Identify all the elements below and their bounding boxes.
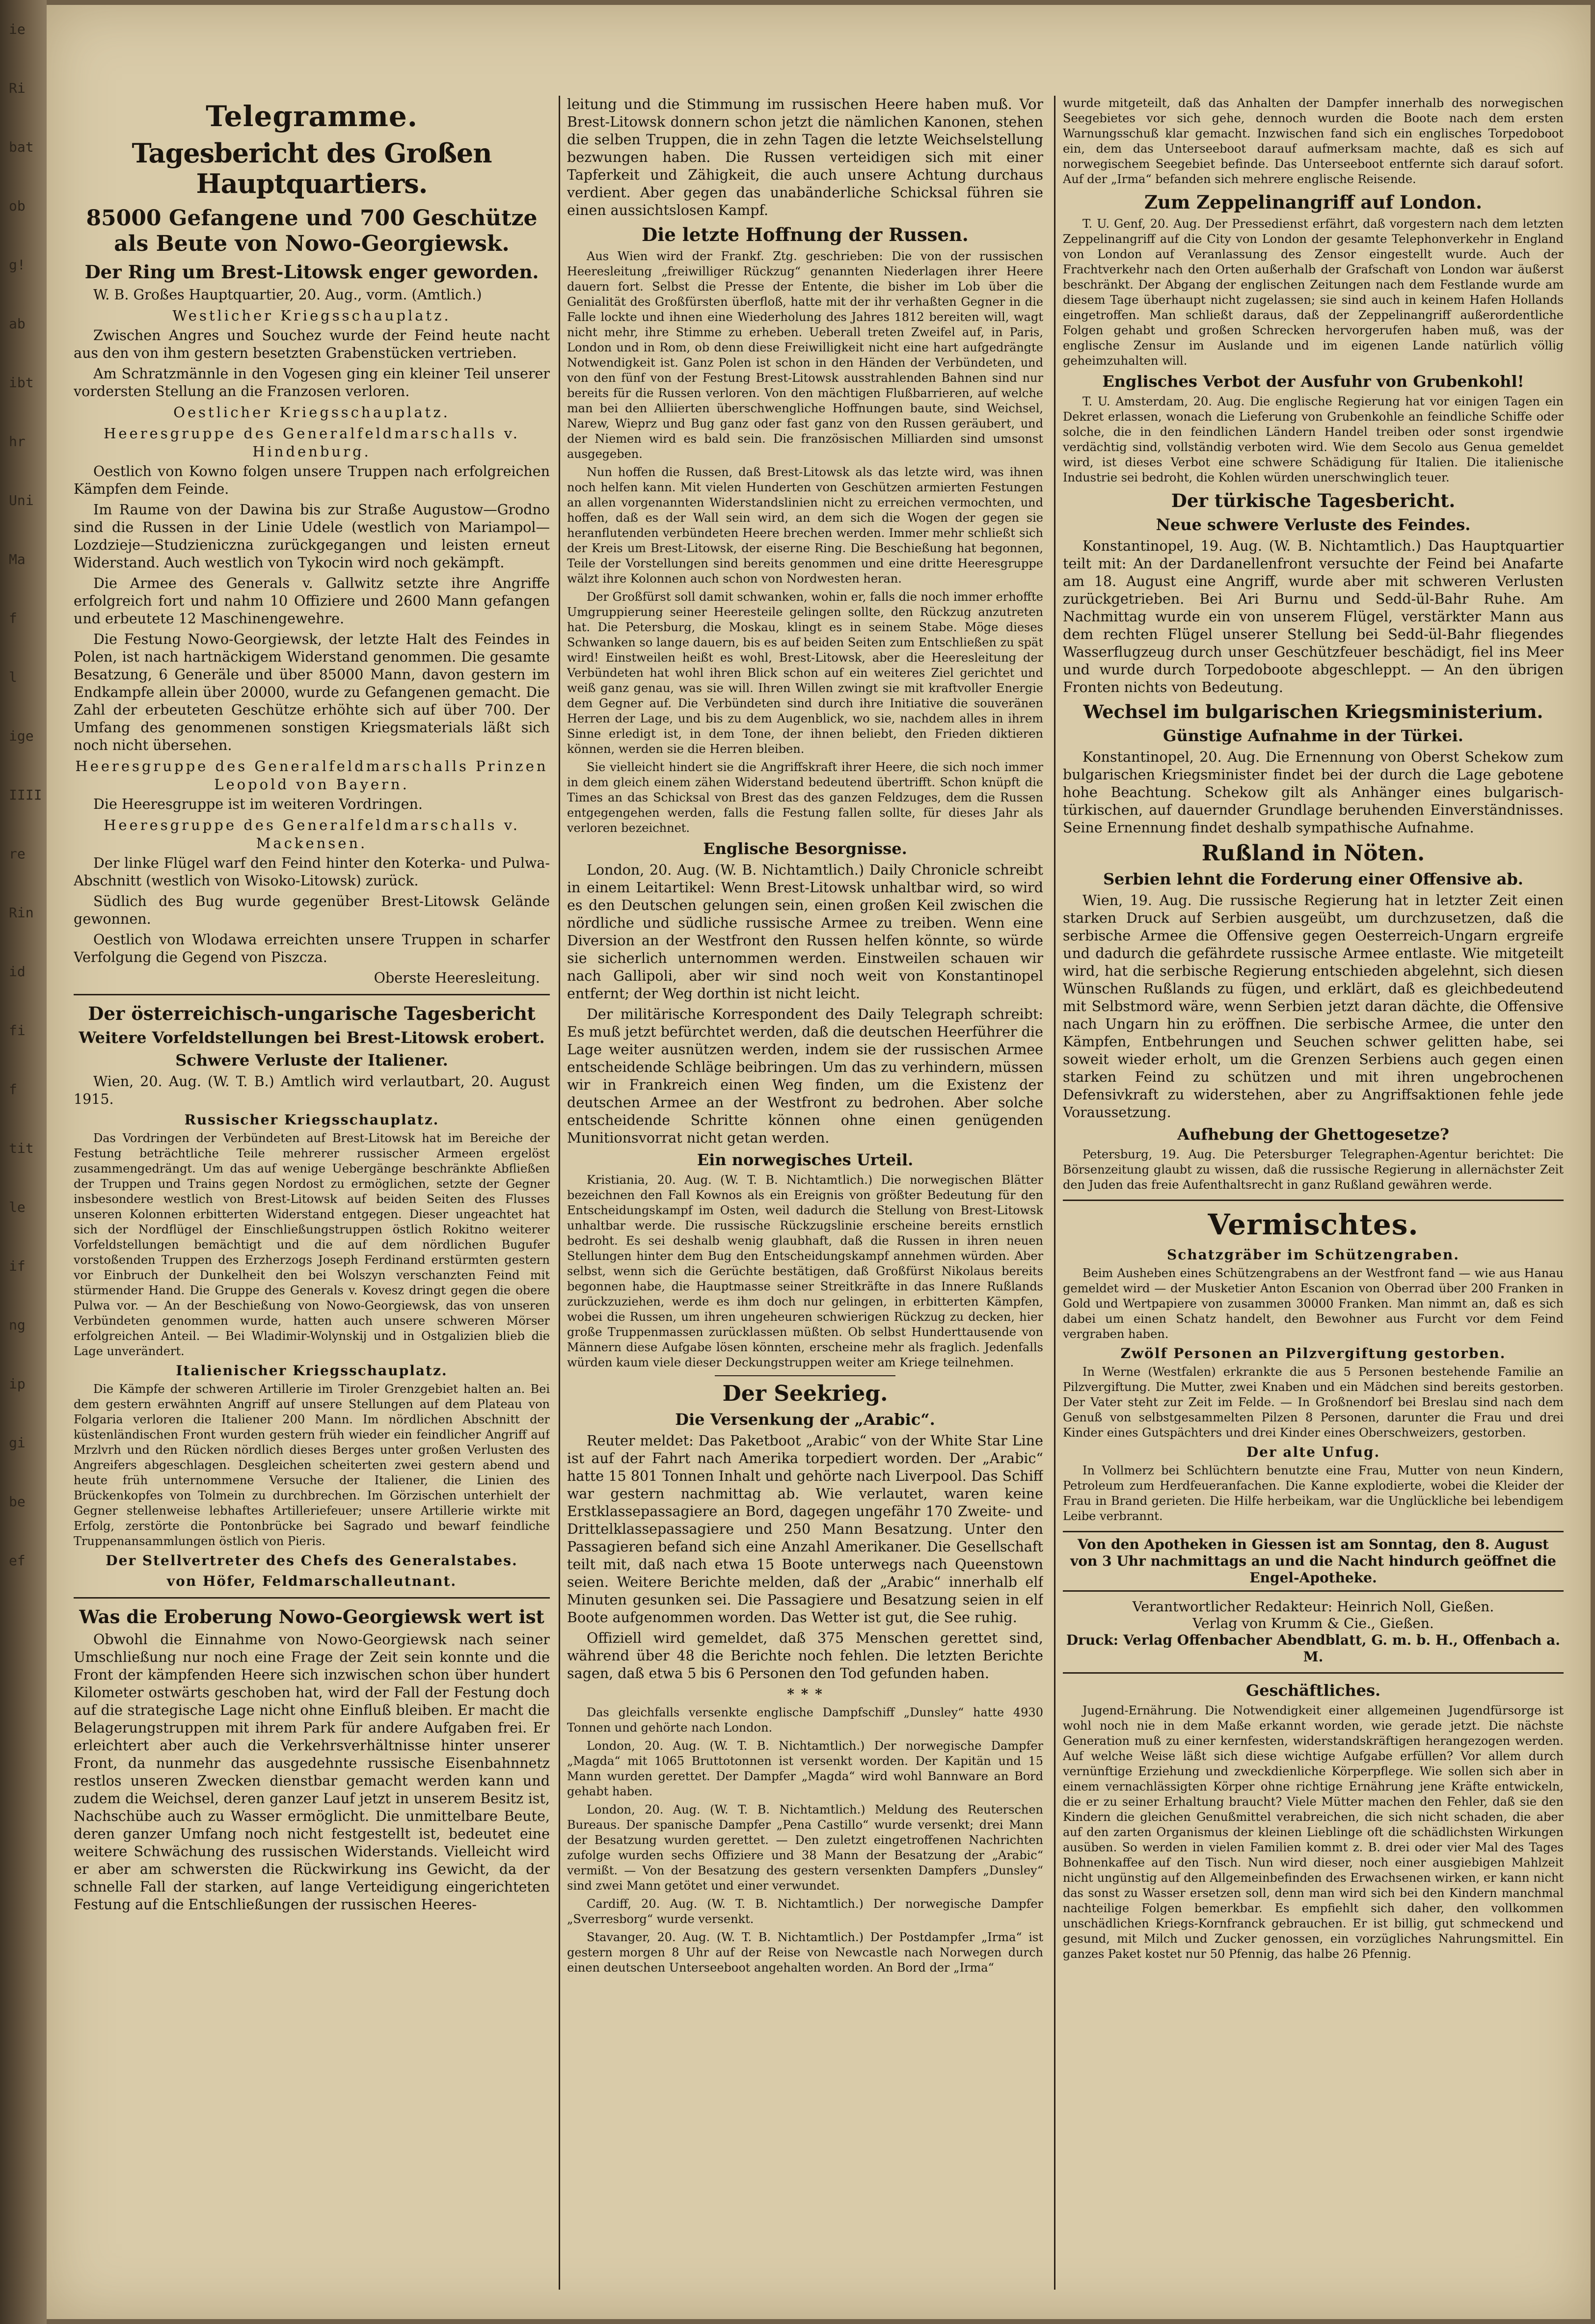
- paragraph: Der linke Flügel warf den Feind hinter den Koterka- und Pulwa-Abschnitt (westlich von Wisoko-Litowsk) zurück.: [74, 855, 550, 889]
- headline-tuerkisch: Der türkische Tagesbericht.: [1171, 490, 1456, 511]
- divider: [74, 994, 550, 995]
- paragraph: Jugend-Ernährung. Die Notwendigkeit einer allgemeinen Jugendfürsorge ist wohl noch nie in dem Maße erkannt worden, wie gerade jetzt. Die nächste Generation muß zu einer kernfesten, widerstandskräftigen herangezogen werden. Auf welche Weise läßt sich diese wichtige Aufgabe erfüllen? Vor allem durch vernünftige Erziehung und zweckdienliche Körperpflege. Wie sollen sich aber in einem vernachlässigten Körper ohne richtige Ernährung jene Kräfte entwickeln, die er zu seiner Erhaltung braucht? Viele Mütter machen den Fehler, daß sie den Kindern die gleichen Genußmittel verabreichen, die sich nicht schaden, die aber auf den zarten Organismus der kleinen Lieblinge oft die schädlichsten Wirkungen ausüben. So werden in vielen Familien kommt z. B. drei oder vier Mal des Tages Bohnenkaffee auf den Tisch. Nun wird dieser, noch einer ausgiebigen Mahlzeit nicht ungünstig auf den Allgemeinbefinden des Erwachsenen wirken, er kann nicht das sonst zu Wasser ersetzen soll, denn man wird sich bei den Kindern manchmal nachteilige Folgen bemerkbar. Es empfiehlt sich daher, den vollkommen unschädlichen Kriegs-Kornfranck gebrauchen. Er ist billig, gut schmeckend und gesund, mit Milch und Zucker genossen, ein vorzügliches Nahrungsmittel. Ein ganzes Paket kostet nur 50 Pfennig, das halbe 26 Pfennig.: [1063, 1704, 1564, 1961]
- headline-russland: Rußland in Nöten.: [1201, 841, 1425, 866]
- column-rule: [559, 96, 560, 2290]
- paragraph: Nun hoffen die Russen, daß Brest-Litowsk als das letzte wird, was ihnen noch helfen kann. Mit vielen Hunderten von Geschützen armierten Festungen an allen vorgenannten Widerstandslinien nicht zu erreichen vermochten, und hoffen, daß es der Wall sein wird, an dem sich die Wogen der gegen sie heranflutenden verbündeten Heere brechen werden. Immer mehr schließt sich der Kreis um Brest-Litowsk, der eiserne Ring. Die Beschießung hat begonnen, Teile der Vorstellungen sind bereits genommen und eine dritte Heeresgruppe wälzt ihre Kolonnen auch schon von Nordwesten heran.: [567, 465, 1043, 586]
- paragraph: Die Kämpfe der schweren Artillerie im Tiroler Grenzgebiet halten an. Bei dem gestern erwähnten Angriff auf unsere Stellungen auf dem Plateau von Folgaria verloren die Italiener 200 Mann. Im nördlichen Abschnitt der küstenländischen Front wurden gestern früh wieder ein feindlicher Angriff auf Mrzlvrh und den Rücken nördlich dieses Berges unter großen Verlusten des Angreifers abgeschlagen. Desgleichen scheiterten zwei gestern abend und heute früh unternommene Versuche der Italiener, die Linien des Brückenkopfes von Tolmein zu durchbrechen. Im Görzischen unterhielt der Gegner stellenweise lebhaftes Artilleriefeuer; unsere Artillerie wirkte mit Erfolg, zerstörte die Pontonbrücke bei Sagrado und bewarf feindliche Truppenansammlungen östlich von Pieris.: [74, 1382, 550, 1548]
- subheadline-wechsel: Günstige Aufnahme in der Türkei.: [1163, 726, 1463, 745]
- paragraph: Der Großfürst soll damit schwanken, wohin er, falls die noch immer erhoffte Umgruppierung seiner Heeresteile gelingen sollte, den Rückzug anzutreten hat. Die Petersburg, die Moskau, klingt es in seinem Stabe. Möge dieses Schwanken so lange dauern, bis es auf beiden Seiten zum Entschließen zu spät wird! Einstweilen heißt es wohl, Brest-Litowsk, aber die Heeresleitung der Verbündeten hat wohl ihren Blick schon auf ein weiteres Ziel gerichtet und weiß ganz genau, was sie will. Ihren Willen zwingt sie mit kraftvoller Energie dem Gegner auf. Die Verbündeten sind durch ihre Initiative die souveränen Herren der Lage, und bis zu dem Augenblick, wo sie, nachdem alles in ihrem Sinne erledigt ist, in dem Tone, der ihnen beliebt, den Frieden diktieren können, werden sie die Herren bleiben.: [567, 590, 1043, 756]
- divider: [74, 1597, 550, 1599]
- heeresgruppe-hindenburg: Heeresgruppe des Generalfeldmarschalls v. Hindenburg.: [104, 425, 520, 460]
- paragraph: Stavanger, 20. Aug. (W. T. B. Nichtamtlich.) Der Postdampfer „Irma“ ist gestern morgen 8 Uhr auf der Reise von Newcastle nach Norwegen durch einen deutschen Unterseeboot angehalten worden. An Bord der „Irma“: [567, 1930, 1043, 1975]
- column-middle: [567, 96, 1043, 2295]
- subheadline-schatz: Schatzgräber im Schützengraben.: [1167, 1247, 1460, 1263]
- section-oestlicher: Oestlicher Kriegsschauplatz.: [173, 404, 450, 421]
- paragraph: Petersburg, 19. Aug. Die Petersburger Telegraphen-Agentur berichtet: Die Börsenzeitung glaubt zu wissen, daß die russische Regierung in allernächster Zeit den Juden das freie Aufenthaltsrecht in ganz Rußland gewähren werde.: [1063, 1148, 1564, 1192]
- paragraph: Am Schratzmännle in den Vogesen ging ein kleiner Teil unserer vordersten Stellung an die Franzosen verloren.: [74, 366, 550, 400]
- headline-hoffnung: Die letzte Hoffnung der Russen.: [642, 224, 969, 245]
- paragraph: Oestlich von Kowno folgen unsere Truppen nach erfolgreichen Kämpfen dem Feinde.: [74, 463, 550, 497]
- apotheken-text: Von den Apotheken in Giessen ist am Sonntag, den 8. August von 3 Uhr nachmittags an und die Nacht hindurch geöffnet die Engel-Apotheke.: [1070, 1536, 1556, 1586]
- paragraph: Südlich des Bug wurde gegenüber Brest-Litowsk Gelände gewonnen.: [74, 893, 550, 927]
- binding-text-fragments: ie Ri bat ob g! ab ibt hr Uni Ma f l ige IIII re Rin id fi f tit le if ng ip gi be ef: [9, 21, 42, 1569]
- section-russischer: Russischer Kriegsschauplatz.: [184, 1112, 439, 1128]
- headline-gefangene: 85000 Gefangene und 700 Geschütze als Beute von Nowo-Georgiewsk.: [86, 206, 538, 256]
- separator-mark: * * *: [787, 1686, 823, 1702]
- paragraph: London, 20. Aug. (W. B. Nichtamtlich.) Daily Chronicle schreibt in einem Leitartikel: Wenn Brest-Litowsk unhaltbar wird, so wird es den Deutschen gelungen sein, einen großen Keil zwischen die nördliche und südliche russische Armee zu treiben. Wenn eine Diversion an der Westfront den Russen helfen könnte, so würde sie sicherlich unternommen werden. Einstweilen schauen wir nach Gallipoli, aber wir sind noch weit von Konstantinopel entfernt; der Weg dorthin ist nicht leicht.: [567, 862, 1043, 1002]
- paragraph: Wien, 19. Aug. Die russische Regierung hat in letzter Zeit einen starken Druck auf Serbien ausgeübt, um durchzusetzen, daß die serbische Armee die Offensive gegen Oesterreich-Ungarn ergreife und dadurch die gefährdete russische Armee entlaste. Wie mitgeteilt wird, hat die serbische Regierung entschieden abgelehnt, sich diesen Wünschen Rußlands zu fügen, und erklärt, daß es gleichbedeutend mit Selbstmord wäre, wenn Serbien jetzt daran dächte, die Offensive nach Ungarn hin zu eröffnen. Die serbische Armee, die unter den Kämpfen, Entbehrungen und Seuchen schwer gelitten habe, sei soweit wieder erholt, um die Grenzen Serbiens auch gegen einen starken Feind zu schützen und mit ihren ungebrochenen Defensivkraft zu widerstehen, aber zu Angriffsaktionen fehle jede Voraussetzung.: [1063, 892, 1564, 1121]
- divider: [1063, 1200, 1564, 1201]
- headline-grubenkohl: Englisches Verbot der Ausfuhr von Grubenkohl!: [1102, 372, 1524, 391]
- headline-tagesbericht: Tagesbericht des Großen Hauptquartiers.: [132, 137, 492, 199]
- headline-urteil: Ein norwegisches Urteil.: [697, 1150, 914, 1169]
- column-right: [1063, 96, 1564, 2295]
- subheadline-tuerkisch: Neue schwere Verluste des Feindes.: [1156, 515, 1471, 534]
- dateline: Wien, 20. Aug. (W. T. B.) Amtlich wird verlautbart, 20. August 1915.: [74, 1073, 550, 1107]
- paragraph: Konstantinopel, 19. Aug. (W. B. Nichtamtlich.) Das Hauptquartier teilt mit: An der Dardanellenfront versuchte der Feind bei Anafarte am 18. August eine Angriff, wurde aber mit schweren Verlusten zurückgetrieben. Bei Ari Burnu und Sedd-ül-Bahr Ruhe. Am Nachmittag wurde ein von unserem Flügel, verstärkter Mann aus dem rechten Flügel unserer Stellung bei Sedd-ül-Bahr fliegendes Wasserflugzeug durch unser Geschützfeuer beschädigt, fiel ins Meer und wurde durch Torpedoboote abgeschleppt. — An den übrigen Fronten nichts von Bedeutung.: [1063, 538, 1564, 695]
- paragraph: Offiziell wird gemeldet, daß 375 Menschen gerettet sind, während über 48 die Berichte noch fehlen. Die letzten Berichte sagen, daß etwa 5 bis 6 Personen den Tod gefunden haben.: [567, 1630, 1043, 1682]
- headline-besorgnisse: Englische Besorgnisse.: [703, 839, 907, 858]
- paragraph: London, 20. Aug. (W. T. B. Nichtamtlich.) Meldung des Reuterschen Bureaus. Der spanische Dampfer „Pena Castillo“ wurde versenkt; drei Mann der Besatzung wurden gerettet. — Den zuletzt eingetroffenen Nachrichten zufolge wurden sechs Offiziere und 38 Mann der Besatzung der „Arabic“ vermißt. — Von der Besatzung des gestern versenkten Dampfers „Dunsley“ sind zwei Mann getötet und einer verwundet.: [567, 1803, 1043, 1893]
- subheadline-serbien: Serbien lehnt die Forderung einer Offensive ab.: [1103, 870, 1523, 888]
- paragraph: Zwischen Angres und Souchez wurde der Feind heute nacht aus den von ihm gestern besetzten Grabenstücken vertrieben.: [74, 327, 550, 361]
- subheadline-pilz: Zwölf Personen an Pilzvergiftung gestorben.: [1120, 1345, 1506, 1362]
- section-italienischer: Italienischer Kriegsschauplatz.: [176, 1362, 448, 1379]
- paragraph: Konstantinopel, 20. Aug. Die Ernennung von Oberst Schekow zum bulgarischen Kriegsminister findet bei der durch die Lage gebotene hohe Beachtung. Schekow gilt als Anhänger eines bulgarisch-türkischen, auf dauernder Grundlage beruhenden Einverständnisses. Seine Ernennung findet deshalb sympathische Aufnahme.: [1063, 749, 1564, 836]
- publisher-editor: Verantwortlicher Redakteur: Heinrich Noll, Gießen.: [1132, 1599, 1494, 1615]
- dateline: W. B. Großes Hauptquartier, 20. Aug., vorm. (Amtlich.): [93, 287, 482, 303]
- paragraph: Das gleichfalls versenkte englische Dampfschiff „Dunsley“ hatte 4930 Tonnen und gehörte nach London.: [567, 1706, 1043, 1735]
- paragraph: Aus Wien wird der Frankf. Ztg. geschrieben: Die von der russischen Heeresleitung „freiwilliger Rückzug“ genannten Niederlagen ihrer Heere dauern fort. Selbst die Presse der Entente, die bisher im Lob über die Genialität des Großfürsten überfloß, hatte mit der ihr verhaßten Gegner in die Falle lockte und ihnen eine Wiederholung des Jahres 1812 bereiten will, wagt nicht mehr, ihre Stimme zu erheben. Ueberall treten Zweifel auf, in Paris, London und in Rom, ob denn diese Freiwilligkeit nicht eine hart aufgedrängte Notwendigkeit ist. Ganz Polen ist schon in den Händen der Verbündeten, und von den fünf von der Festung Brest-Litowsk ausstrahlenden Bahnen sind nur bereits für die Russen verloren. Von den mächtigen Flußbarrieren, auf welche man bei den Alliierten überschwengliche Hoffnungen baute, sind Weichsel, Narew, Wieprz und Bug ganz oder fast ganz von den Russen geräubert, und der Niemen wird es bald sein. Die französischen Milliarden sind umsonst ausgegeben.: [567, 249, 1043, 461]
- subheadline-vorfeld: Weitere Vorfeldstellungen bei Brest-Litowsk erobert.: [79, 1028, 545, 1047]
- subheadline-ring: Der Ring um Brest-Litowsk enger geworden.: [84, 261, 539, 283]
- signature-hoefer-2: von Höfer, Feldmarschalleutnant.: [166, 1573, 457, 1589]
- newspaper-page: [47, 5, 1591, 2319]
- section-title-vermischtes: Vermischtes.: [1208, 1208, 1419, 1241]
- headline-oest-ung: Der österreichisch-ungarische Tagesbericht: [88, 1003, 536, 1024]
- subheadline-unfug: Der alte Unfug.: [1246, 1444, 1380, 1460]
- paragraph: Die Armee des Generals v. Gallwitz setzte ihre Angriffe erfolgreich fort und nahm 10 Offiziere und 2600 Mann gefangen und erbeutete 12 Maschinengewehre.: [74, 575, 550, 627]
- paragraph: Im Raume von der Dawina bis zur Straße Augustow—Grodno sind die Russen in der Linie Udele (westlich von Mariampol—Lozdzieje—Studzieniczna zurückgegangen und leisten erneut Widerstand. Auch westlich von Tykocin wird noch gekämpft.: [74, 502, 550, 571]
- headline-seekrieg: Der Seekrieg.: [722, 1381, 888, 1406]
- paragraph: Cardiff, 20. Aug. (W. T. B. Nichtamtlich.) Der norwegische Dampfer „Sverresborg“ wurde versenkt.: [567, 1897, 1043, 1926]
- section-title-telegramme: Telegramme.: [206, 100, 418, 133]
- paragraph: Die Heeresgruppe ist im weiteren Vordringen.: [93, 796, 423, 812]
- publisher-verlag: Verlag von Krumm & Cie., Gießen.: [1192, 1615, 1434, 1631]
- signature-ohl: Oberste Heeresleitung.: [374, 970, 540, 986]
- apotheken-notice: [1063, 1531, 1564, 1592]
- column-rule: [1054, 96, 1055, 2290]
- subheadline-verluste: Schwere Verluste der Italiener.: [175, 1051, 448, 1069]
- divider: [1063, 1672, 1564, 1674]
- headline-zeppelin: Zum Zeppelinangriff auf London.: [1144, 191, 1482, 213]
- paragraph: Der militärische Korrespondent des Daily Telegraph schreibt: Es muß jetzt befürchtet werden, daß die deutschen Heerführer die Lage weiter ausnützen werden, indem sie der russischen Armee entscheidende Schläge beibringen. Um das zu verhindern, müssen wir in Frankreich einen Weg finden, um die Existenz der deutschen Armee an der Westfront zu bedrohen. Aber solche entscheidende Schritte können ohne einen genügenden Munitionsvorrat nicht getan werden.: [567, 1006, 1043, 1146]
- paragraph: Reuter meldet: Das Paketboot „Arabic“ von der White Star Line ist auf der Fahrt nach Amerika torpediert worden. Der „Arabic“ hatte 15 801 Tonnen Inhalt und gehörte nach Liverpool. Das Schiff war gestern nachmittag ab. Wie verlautet, waren keine Erstklassepassagiere an Bord, dagegen ungefähr 170 Zweite- und Drittelklassepassagiere und 250 Mann Besatzung. Unter den Passagieren befand sich eine Anzahl Amerikaner. Die Gesellschaft teilt mit, daß nach etwa 15 Boote unterwegs nach Queenstown seien. Weitere Berichte melden, daß der „Arabic“ innerhalb elf Minuten gesunken sei. Die Passagiere und Besatzung seien in elf Boote aufgenommen worden. Das Wetter ist gut, die See ruhig.: [567, 1433, 1043, 1626]
- paragraph: Sie vielleicht hindert sie die Angriffskraft ihrer Heere, die sich noch immer in dem gleich einem zähen Widerstand bedeutend übertrifft. Schon knüpft die Times an das Schicksal von Brest das des ganzen Feldzuges, dem die Russen entgegengehen werden, falls die Festung fallen sollte, für dieses Jahr als verloren bezeichnet.: [567, 760, 1043, 835]
- paragraph: In Vollmerz bei Schlüchtern benutzte eine Frau, Mutter von neun Kindern, Petroleum zum Herdfeueranfachen. Die Kanne explodierte, wobei die Kleider der Frau in Brand gerieten. Die Hilfe herbeikam, war die Unglückliche bei lebendigem Leibe verbrannt.: [1063, 1464, 1564, 1523]
- subheadline-arabic: Die Versenkung der „Arabic“.: [675, 1410, 935, 1429]
- paragraph: Beim Ausheben eines Schützengrabens an der Westfront fand — wie aus Hanau gemeldet wird — der Musketier Anton Escanion von Oberrad über 200 Franken in Gold und Wertpapiere von zusammen 30000 Franken. Man nimmt an, daß es sich dabei um einen Schatz handelt, den Bewohner aus Furcht vor dem Feind vergraben haben.: [1063, 1266, 1564, 1341]
- section-westlicher: Westlicher Kriegsschauplatz.: [172, 307, 451, 324]
- divider: [715, 1375, 896, 1376]
- publisher-druck: Druck: Verlag Offenbacher Abendblatt, G. m. b. H., Offenbach a. M.: [1066, 1632, 1561, 1665]
- signature-hoefer-1: Der Stellvertreter des Chefs des Generalstabes.: [106, 1552, 518, 1569]
- paragraph: wurde mitgeteilt, daß das Anhalten der Dampfer innerhalb des norwegischen Seegebietes vor sich gehe, dennoch wurden die Boote nach dem ersten Warnungsschuß klar gemacht. Inzwischen fand sich ein englisches Torpedoboot ein, dem das Unterseeboot darauf aufmerksam machte, daß es sich auf norwegischem Seegebiet befinde. Das Unterseeboot entfernte sich darauf sofort. Auf der „Irma“ befanden sich mehrere englische Reisende.: [1063, 96, 1564, 186]
- headline-eroberung: Was die Eroberung Nowo-Georgiewsk wert ist: [79, 1606, 544, 1628]
- column-left: [74, 96, 550, 2295]
- paragraph: T. U. Genf, 20. Aug. Der Pressedienst erfährt, daß vorgestern nach dem letzten Zeppelinangriff auf die City von London der gesamte Telephonverkehr in England von London auf Veranlassung des Zensor eingestellt wurde. Auch der Frachtverkehr nach den Orten außerhalb der Grafschaft von London war äußerst beschränkt. Der Abgang der englischen Zeitungen nach dem Festlande wurde am diesem Tage überhaupt nicht zugelassen; sie sind auch in keinem Hafen Hollands eingetroffen. Man schließt daraus, daß der Zeppelinangriff außerordentliche Folgen gehabt und großen Schrecken hervorgerufen haben muß, was der englische Zensur im Auslande und im eigenen Lande natürlich völlig geheimzuhalten will.: [1063, 217, 1564, 368]
- paragraph: Das Vordringen der Verbündeten auf Brest-Litowsk hat im Bereiche der Festung beträchtliche Teile mehrerer russischer Armeen ergelöst zusammengedrängt. Um das auf wenige Uebergänge beschränkte Abfließen der Truppen und Trains gegen Nordost zu ermöglichen, setzte der Gegner insbesondere westlich von Brest-Litowsk auf beiden Seiten des Flusses unseren Kolonnen erbitterten Widerstand entgegen. Dieser ungeachtet hat sich der Nordflügel der Einschließungstruppen östlich Rokitno weiterer Vorfeldstellungen bemächtigt und die auf dem nördlichen Bugufer vorstoßenden Truppen des Erzherzogs Joseph Ferdinand erstürmten gestern vor Einbruch der Dunkelheit den bei Wolszyn verschanzten Feind mit stürmender Hand. Die Gruppe des Generals v. Kovesz dringt gegen die obere Pulwa vor. — An der Beschießung von Nowo-Georgiewsk, das von unseren Verbündeten genommen wurde, hatten auch unsere schweren Mörser erfolgreichen Anteil. — Bei Wladimir-Wolynskij und in Ostgalizien blieb die Lage unverändert.: [74, 1131, 550, 1358]
- paragraph: T. U. Amsterdam, 20. Aug. Die englische Regierung hat vor einigen Tagen ein Dekret erlassen, wonach die Lieferung von Grubenkohle an feindliche Schiffe oder solche, die in den feindlichen Ländern Handel treiben oder sonst irgendwie verdächtig sind, vollständig verboten wird. Wie dem Secolo aus Genua gemeldet wird, ist dieses Verbot eine schwere Schädigung für Italien. Die italienische Industrie sei bedroht, die Kohlen würden unerschwinglich teuer.: [1063, 395, 1564, 484]
- book-binding-edge: [0, 0, 47, 2324]
- paragraph: Kristiania, 20. Aug. (W. T. B. Nichtamtlich.) Die norwegischen Blätter bezeichnen den Fall Kownos als ein Ereignis von größter Bedeutung für den Entscheidungskampf im Osten, weil dadurch die Stellung von Brest-Litowsk unhaltbar werde. Die russische Rückzugslinie erscheine bereits ernstlich bedroht. Es sei deshalb wenig glaubhaft, daß die Russen in ihren neuen Stellungen hinter dem Bug den Entscheidungskampf annehmen würden. Aber selbst, wenn sich die Gerüchte bestätigen, daß Großfürst Nikolaus bereits begonnen habe, die Hauptmasse seiner Streitkräfte in das Innere Rußlands zurückzuziehen, werde es ihm doch nur gelingen, in erbitterten Kämpfen, wobei die Russen, um ihren ungeheuren schwierigen Rückzug zu decken, hier große Truppenmassen zurücklassen müßten. Ob selbst Hunderttausende von Männern diese Aufgabe lösen könnten, erscheine mehr als fraglich. Jedenfalls würden kaum viele dieser Deckungstruppen weiter am Kriege teilnehmen.: [567, 1173, 1043, 1369]
- headline-ghetto: Aufhebung der Ghettogesetze?: [1177, 1125, 1449, 1144]
- heeresgruppe-leopold: Heeresgruppe des Generalfeldmarschalls Prinzen Leopold von Bayern.: [75, 758, 548, 793]
- paragraph: London, 20. Aug. (W. T. B. Nichtamtlich.) Der norwegische Dampfer „Magda“ mit 1065 Bruttotonnen ist versenkt worden. Der Kapitän und 15 Mann wurden gerettet. Der Dampfer „Magda“ wird wohl Bannware an Bord gehabt haben.: [567, 1739, 1043, 1798]
- paragraph: Die Festung Nowo-Georgiewsk, der letzte Halt des Feindes in Polen, ist nach hartnäckigem Widerstand genommen. Die gesamte Besatzung, 6 Generäle und über 85000 Mann, davon gestern im Endkampfe allein über 20000, wurde zu Gefangenen gemacht. Die Zahl der erbeuteten Geschütze erhöhte sich auf über 700. Der Umfang des genommenen sonstigen Kriegsmaterials läßt sich noch nicht übersehen.: [74, 631, 550, 753]
- paragraph: Oestlich von Wlodawa erreichten unsere Truppen in scharfer Verfolgung die Gegend von Piszcza.: [74, 932, 550, 965]
- paragraph: In Werne (Westfalen) erkrankte die aus 5 Personen bestehende Familie an Pilzvergiftung. Die Mutter, zwei Knaben und ein Mädchen sind bereits gestorben. Der Vater steht zur Zeit im Felde. — In Großnendorf bei Breslau sind nach dem Genuß von selbstgesammelten Pilzen 8 Personen, darunter die Frau und drei Kinder eines Gutspächters und drei Kinder eines Oberschweizers, gestorben.: [1063, 1365, 1564, 1440]
- headline-wechsel: Wechsel im bulgarischen Kriegsministerium.: [1083, 701, 1543, 722]
- paragraph: leitung und die Stimmung im russischen Heere haben muß. Vor Brest-Litowsk donnern schon jetzt die nämlichen Kanonen, stehen die selben Truppen, die in zehn Tagen die letzte Weichselstellung bezwungen haben. Die Russen verteidigen sich mit einer Tapferkeit und Zähigkeit, die auch unsere Achtung durchaus verdient. Aber gegen das unabänderliche Schicksal führen sie einen aussichtslosen Kampf.: [567, 96, 1043, 218]
- heeresgruppe-mackensen: Heeresgruppe des Generalfeldmarschalls v. Mackensen.: [104, 817, 520, 852]
- headline-geschaeftliches: Geschäftliches.: [1245, 1681, 1381, 1700]
- paragraph: Obwohl die Einnahme von Nowo-Georgiewsk nach seiner Umschließung nur noch eine Frage der Zeit sein konnte und die Front der kämpfenden Heere sich inzwischen schon über hundert Kilometer ostwärts geschoben hat, wird der Fall der Festung doch auf die strategische Lage nicht ohne Einfluß bleiben. Er macht die Belagerungstruppen mit ihrem Park für andere Aufgaben frei. Er erleichtert aber auch die Verkehrsverhältnisse hinter unserer Front, da nunmehr das ausgedehnte russische Eisenbahnnetz restlos unseren Zwecken dienstbar gemacht werden kann und zudem die Weichsel, deren ganzer Lauf jetzt in unserem Besitz ist, Nachschübe auch zu Wasser ermöglicht. Die unmittelbare Beute, deren ganzer Umfang noch nicht festgestellt ist, bedeutet eine weitere Schwächung des russischen Widerstands. Vielleicht wird er aber am schwersten die Rückwirkung ins Gewicht, da der schnelle Fall der starken, auf lange Verteidigung eingerichteten Festung auf die Entschließungen der russischen Heeres-: [74, 1631, 550, 1913]
